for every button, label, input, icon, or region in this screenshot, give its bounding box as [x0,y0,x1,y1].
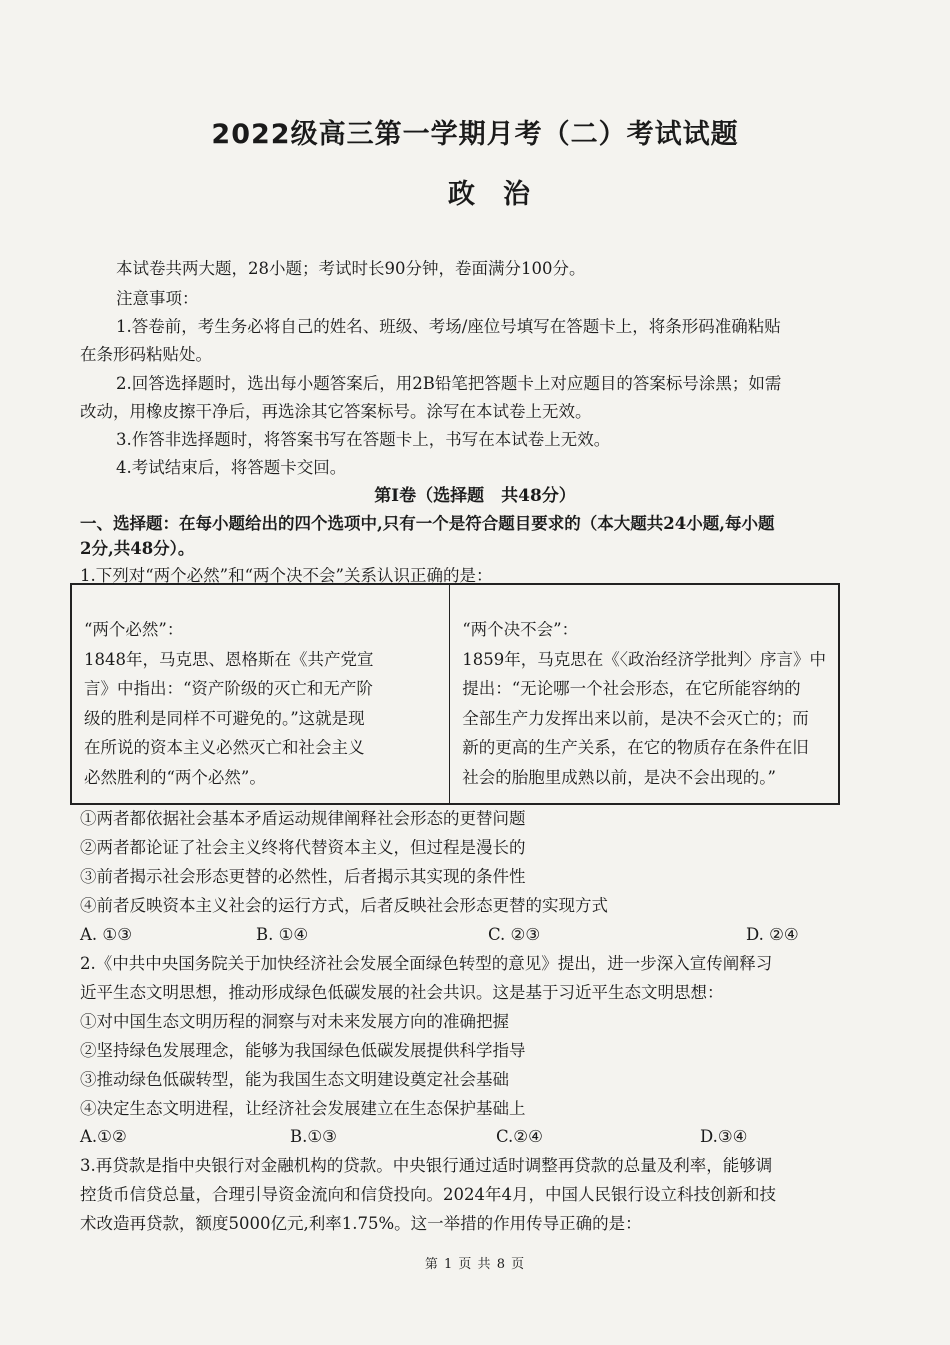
notice-line: 3.作答非选择题时，将答案书写在答题卡上，书写在本试卷上无效。 [116,430,611,449]
option-d: D. ②④ [746,925,799,944]
quote-right-line: 新的更高的生产关系，在它的物质存在条件在旧 [462,738,809,757]
question-2-statement: ①对中国生态文明历程的洞察与对未来发展方向的准确把握 [80,1012,509,1031]
option-b: B. ①④ [256,925,309,944]
exam-title: 2022级高三第一学期月考（二）考试试题 [211,119,739,150]
question-1-statement: ②两者都论证了社会主义终将代替资本主义，但过程是漫长的 [80,838,526,857]
question-2-statement: ④决定生态文明进程，让经济社会发展建立在生态保护基础上 [80,1099,526,1118]
question-3-stem: 术改造再贷款，额度5000亿元,利率1.75%。这一举措的作用传导正确的是： [80,1214,642,1233]
section-instruction: 一、选择题：在每小题给出的四个选项中,只有一个是符合题目要求的（本大题共24小题,每小题 [80,514,775,533]
question-2-stem: 近平生态文明思想，推动形成绿色低碳发展的社会共识。这是基于习近平生态文明思想： [80,983,724,1002]
quote-left-cell [72,585,449,803]
question-2-statement: ③推动绿色低碳转型，能为我国生态文明建设奠定社会基础 [80,1070,509,1089]
quote-left-line: 1848年，马克思、恩格斯在《共产党宣 [84,649,374,669]
quote-left-line: “两个必然”： [84,620,184,639]
quote-right-line: 1859年，马克思在《〈政治经济学批判〉序言》中 [462,649,826,669]
section-title: 第Ⅰ卷（选择题 共48分） [374,486,576,506]
page-footer: 第 1 页 共 8 页 [424,1257,526,1272]
notice-line: 1.答卷前，考生务必将自己的姓名、班级、考场/座位号填写在答题卡上，将条形码准确粘贴 [116,317,781,336]
quote-left-line: 级的胜利是同样不可避免的。”这就是现 [84,708,365,728]
option-c: C.②④ [496,1127,543,1146]
quote-left-line: 言》中指出：“资产阶级的灭亡和无产阶 [84,679,373,698]
notice-line: 改动，用橡皮擦干净后，再选涂其它答案标号。涂写在本试卷上无效。 [80,402,592,421]
quote-right-line: 提出：“无论哪一个社会形态，在它所能容纳的 [462,679,801,698]
quote-right-line: 全部生产力发挥出来以前，是决不会灭亡的；而 [462,708,809,728]
option-c: C. ②③ [488,925,541,944]
quote-right-line: 社会的胎胞里成熟以前，是决不会出现的。” [462,767,776,787]
quote-table [70,583,840,805]
quote-left-line: 在所说的资本主义必然灭亡和社会主义 [84,738,365,757]
question-2-options [80,1126,840,1148]
question-2-statement: ②坚持绿色发展理念，能够为我国绿色低碳发展提供科学指导 [80,1041,526,1060]
subject-title: 政治 [448,179,558,210]
question-1-stem: 1.下列对“两个必然”和“两个决不会”关系认识正确的是： [80,566,493,585]
notice-line: 在条形码粘贴处。 [80,345,212,364]
question-1-statement: ④前者反映资本主义社会的运行方式，后者反映社会形态更替的实现方式 [80,896,608,915]
option-a: A.①② [80,1127,127,1146]
question-1-statement: ③前者揭示社会形态更替的必然性，后者揭示其实现的条件性 [80,867,526,886]
option-a: A. ①③ [80,925,132,944]
question-1-statement: ①两者都依据社会基本矛盾运动规律阐释社会形态的更替问题 [80,809,526,828]
notice-line: 2.回答选择题时，选出每小题答案后，用2B铅笔把答题卡上对应题目的答案标号涂黑；如需 [116,374,782,393]
quote-left-line: 必然胜利的“两个必然”。 [84,767,266,787]
quote-right-line: “两个决不会”： [462,620,579,639]
notice-title: 注意事项： [116,289,199,308]
question-1-options [80,924,840,946]
section-instruction: 2分,共48分）。 [80,539,195,558]
question-3-stem: 3.再贷款是指中央银行对金融机构的贷款。中央银行通过适时调整再贷款的总量及利率，能够调 [80,1156,773,1175]
option-b: B.①③ [290,1127,337,1146]
quote-right-cell [449,585,838,803]
question-3-stem: 控货币信贷总量，合理引导资金流向和信贷投向。2024年4月，中国人民银行设立科技创新和技 [80,1185,776,1204]
exam-summary: 本试卷共两大题，28小题；考试时长90分钟，卷面满分100分。 [116,259,586,278]
notice-line: 4.考试结束后，将答题卡交回。 [116,458,347,477]
question-2-stem: 2.《中共中央国务院关于加快经济社会发展全面绿色转型的意见》提出，进一步深入宣传阐释习 [80,954,773,973]
option-d: D.③④ [700,1127,748,1146]
